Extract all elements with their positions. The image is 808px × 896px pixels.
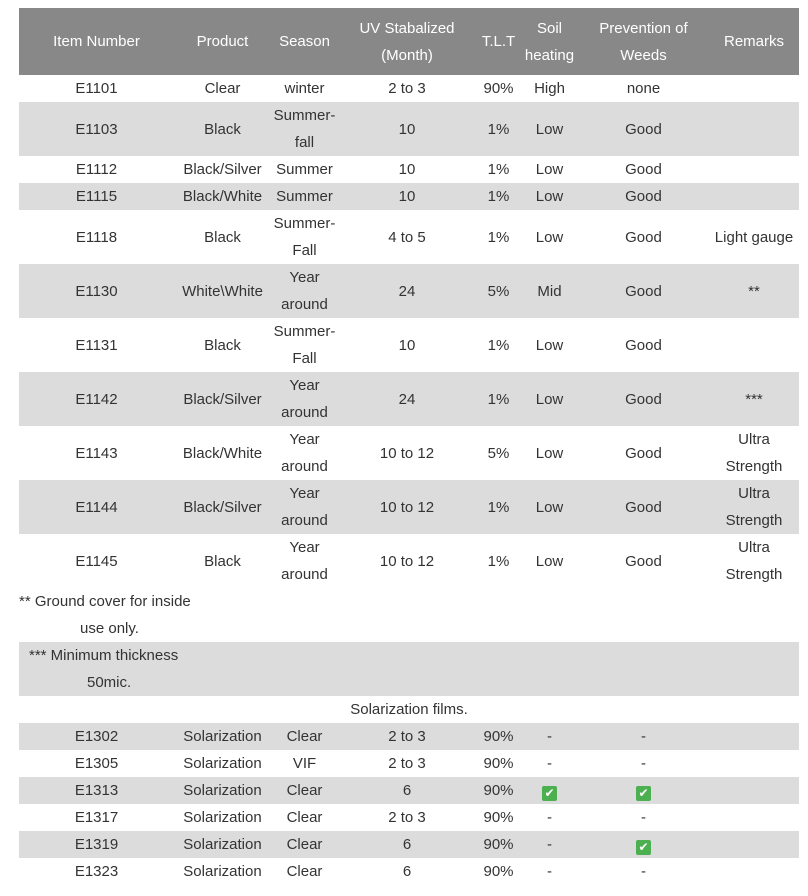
cell-weeds: Good bbox=[625, 161, 662, 178]
cell-item-number: E1143 bbox=[75, 444, 118, 462]
cell-uv: 2 to 3 bbox=[338, 723, 476, 750]
cell-weeds: Good bbox=[625, 336, 662, 354]
cell-season: Year around bbox=[271, 264, 338, 318]
cell-remarks: Ultra Strength bbox=[725, 431, 783, 475]
cell-remarks: *** bbox=[709, 372, 799, 426]
cell-weeds: Good bbox=[625, 444, 662, 462]
header-remarks: Remarks bbox=[709, 8, 799, 75]
cell-uv: 10 to 12 bbox=[379, 444, 435, 462]
cell-product: Black/White bbox=[182, 444, 263, 462]
header-prevention-of-weeds: Prevention of Weeds bbox=[578, 8, 709, 75]
cell-item-number: E1131 bbox=[75, 336, 118, 354]
cell-weeds: Good bbox=[625, 552, 662, 570]
table-row bbox=[19, 183, 799, 210]
cell-remarks bbox=[709, 723, 799, 750]
cell-uv: 2 to 3 bbox=[388, 809, 426, 826]
cell-uv: 10 bbox=[338, 183, 476, 210]
cell-product: Solarization bbox=[174, 831, 271, 858]
cell-item-number: E1144 bbox=[19, 480, 174, 534]
cell-weeds: - bbox=[578, 723, 709, 750]
cell-uv: 6 bbox=[338, 831, 476, 858]
cell-item-number: E1142 bbox=[19, 372, 174, 426]
cell-tlt: 1% bbox=[487, 161, 510, 178]
cell-remarks bbox=[709, 858, 799, 885]
cell-soil-heating: Low bbox=[521, 372, 578, 426]
cell-soil-heating: High bbox=[534, 80, 565, 97]
cell-product: Black/White bbox=[174, 183, 271, 210]
cell-weeds: - bbox=[641, 863, 646, 880]
cell-weeds: Good bbox=[625, 228, 662, 246]
header-product: Product bbox=[174, 8, 271, 75]
cell-soil-heating bbox=[521, 777, 578, 804]
table-row bbox=[19, 102, 799, 156]
cell-tlt: 90% bbox=[476, 831, 521, 858]
cell-season: Year around bbox=[271, 372, 338, 426]
cell-weeds bbox=[578, 831, 709, 858]
cell-tlt: 90% bbox=[476, 777, 521, 804]
cell-soil-heating: - bbox=[521, 831, 578, 858]
cell-uv: 6 bbox=[338, 777, 476, 804]
cell-season: Clear bbox=[286, 809, 323, 826]
product-table bbox=[19, 8, 799, 885]
cell-season: Summer bbox=[271, 183, 338, 210]
cell-remarks: Ultra Strength bbox=[725, 539, 783, 583]
cell-soil-heating: Low bbox=[535, 228, 564, 246]
header-tlt: T.L.T bbox=[476, 8, 521, 75]
table-row bbox=[19, 534, 799, 588]
cell-tlt: 90% bbox=[476, 723, 521, 750]
cell-item-number: E1112 bbox=[75, 161, 118, 178]
section-title: Solarization films. bbox=[19, 696, 799, 723]
footnote bbox=[19, 588, 799, 642]
table-row bbox=[19, 858, 799, 885]
table-row bbox=[19, 75, 799, 102]
header-soil-heating: Soil heating bbox=[521, 8, 578, 75]
cell-product: Black bbox=[204, 336, 241, 354]
cell-item-number: E1118 bbox=[75, 228, 118, 246]
table-row bbox=[19, 426, 799, 480]
cell-tlt: 1% bbox=[487, 552, 510, 570]
cell-weeds: none bbox=[626, 80, 661, 97]
table-row bbox=[19, 210, 799, 264]
cell-item-number: E1103 bbox=[19, 102, 174, 156]
table-row bbox=[19, 480, 799, 534]
cell-remarks: ** bbox=[709, 264, 799, 318]
cell-tlt: 1% bbox=[476, 183, 521, 210]
cell-uv: 4 to 5 bbox=[388, 228, 426, 246]
cell-product: Solarization bbox=[183, 755, 262, 772]
cell-product: Black/Silver bbox=[183, 161, 262, 178]
cell-season: Clear bbox=[286, 863, 323, 880]
footnote-line: ** Ground cover for inside bbox=[19, 593, 191, 610]
cell-uv: 6 bbox=[402, 863, 412, 880]
cell-item-number: E1323 bbox=[74, 863, 119, 880]
cell-season: Summer-fall bbox=[271, 102, 338, 156]
cell-remarks bbox=[709, 75, 799, 102]
cell-item-number: E1305 bbox=[74, 755, 119, 772]
cell-uv: 2 to 3 bbox=[388, 80, 426, 97]
cell-remarks bbox=[709, 156, 799, 183]
cell-soil-heating: Low bbox=[535, 336, 564, 354]
footnote-line: *** Minimum thickness bbox=[29, 647, 179, 664]
cell-item-number: E1115 bbox=[19, 183, 174, 210]
cell-season: winter bbox=[284, 80, 325, 97]
cell-soil-heating: - bbox=[547, 755, 552, 772]
cell-remarks: Ultra Strength bbox=[709, 480, 799, 534]
cell-product: Solarization bbox=[183, 809, 262, 826]
cell-tlt: 90% bbox=[483, 755, 514, 772]
table-row bbox=[19, 750, 799, 777]
cell-remarks bbox=[709, 777, 799, 804]
cell-weeds bbox=[578, 777, 709, 804]
table-header-row bbox=[19, 8, 799, 75]
cell-season: Year around bbox=[271, 480, 338, 534]
table-row bbox=[19, 264, 799, 318]
cell-tlt: 90% bbox=[483, 863, 514, 880]
cell-uv: 24 bbox=[338, 264, 476, 318]
cell-tlt: 1% bbox=[476, 480, 521, 534]
table-row bbox=[19, 723, 799, 750]
cell-tlt: 1% bbox=[476, 102, 521, 156]
cell-uv: 10 bbox=[398, 336, 416, 354]
cell-item-number: E1145 bbox=[75, 552, 118, 570]
cell-weeds: Good bbox=[578, 264, 709, 318]
cell-product: Solarization bbox=[183, 863, 262, 880]
cell-product: Clear bbox=[204, 80, 241, 97]
cell-remarks bbox=[709, 831, 799, 858]
header-season: Season bbox=[271, 8, 338, 75]
table-row bbox=[19, 831, 799, 858]
cell-remarks bbox=[709, 183, 799, 210]
cell-product: Solarization bbox=[174, 723, 271, 750]
cell-weeds: Good bbox=[578, 102, 709, 156]
cell-soil-heating: Low bbox=[535, 552, 564, 570]
cell-tlt: 5% bbox=[487, 444, 510, 462]
cell-season: Clear bbox=[271, 831, 338, 858]
cell-remarks bbox=[709, 318, 799, 372]
cell-product: Solarization bbox=[174, 777, 271, 804]
check-mark-icon: ✔ bbox=[636, 786, 651, 801]
cell-soil-heating: Low bbox=[521, 183, 578, 210]
cell-uv: 10 to 12 bbox=[379, 552, 435, 570]
cell-season: VIF bbox=[292, 755, 317, 772]
cell-season: Year around bbox=[281, 539, 328, 583]
cell-season: Summer bbox=[276, 161, 333, 178]
cell-item-number: E1313 bbox=[19, 777, 174, 804]
cell-weeds: Good bbox=[578, 372, 709, 426]
footnote-row bbox=[19, 642, 799, 696]
cell-weeds: - bbox=[641, 755, 646, 772]
cell-remarks bbox=[709, 804, 799, 831]
check-mark-icon: ✔ bbox=[636, 840, 651, 855]
table-row bbox=[19, 156, 799, 183]
cell-weeds: Good bbox=[578, 480, 709, 534]
cell-soil-heating: Low bbox=[521, 102, 578, 156]
cell-weeds: - bbox=[641, 809, 646, 826]
cell-uv: 10 to 12 bbox=[338, 480, 476, 534]
table-row bbox=[19, 777, 799, 804]
cell-product: Black/Silver bbox=[174, 480, 271, 534]
cell-tlt: 1% bbox=[476, 372, 521, 426]
cell-tlt: 90% bbox=[483, 809, 514, 826]
cell-soil-heating: - bbox=[547, 863, 552, 880]
cell-tlt: 1% bbox=[487, 336, 510, 354]
cell-soil-heating: - bbox=[547, 809, 552, 826]
footnote-line: 50mic. bbox=[87, 674, 132, 691]
check-mark-icon: ✔ bbox=[542, 786, 557, 801]
cell-season: Clear bbox=[271, 777, 338, 804]
cell-soil-heating: Mid bbox=[521, 264, 578, 318]
header-uv-stabalized: UV Stabalized (Month) bbox=[338, 8, 476, 75]
footnote-row bbox=[19, 588, 799, 642]
cell-soil-heating: Low bbox=[535, 444, 564, 462]
cell-item-number: E1319 bbox=[19, 831, 174, 858]
cell-uv: 10 bbox=[338, 102, 476, 156]
footnote bbox=[19, 642, 799, 696]
cell-product: Black bbox=[174, 102, 271, 156]
cell-item-number: E1101 bbox=[75, 80, 118, 97]
cell-weeds: Good bbox=[578, 183, 709, 210]
cell-season: Summer-Fall bbox=[273, 215, 336, 259]
cell-soil-heating: Low bbox=[521, 480, 578, 534]
cell-uv: 10 bbox=[398, 161, 416, 178]
cell-item-number: E1302 bbox=[19, 723, 174, 750]
cell-uv: 2 to 3 bbox=[388, 755, 426, 772]
cell-product: Black bbox=[204, 228, 241, 246]
cell-product: Black bbox=[204, 552, 241, 570]
cell-remarks bbox=[709, 750, 799, 777]
cell-season: Year around bbox=[281, 431, 328, 475]
cell-tlt: 1% bbox=[487, 228, 510, 246]
cell-item-number: E1130 bbox=[19, 264, 174, 318]
section-title-row bbox=[19, 696, 799, 723]
cell-season: Clear bbox=[271, 723, 338, 750]
cell-tlt: 90% bbox=[483, 80, 514, 97]
footnote-line: use only. bbox=[80, 620, 139, 637]
cell-remarks bbox=[709, 102, 799, 156]
cell-item-number: E1317 bbox=[74, 809, 119, 826]
table-row bbox=[19, 372, 799, 426]
cell-season: Summer-Fall bbox=[273, 323, 336, 367]
cell-soil-heating: - bbox=[521, 723, 578, 750]
table-row bbox=[19, 804, 799, 831]
cell-product: Black/Silver bbox=[174, 372, 271, 426]
cell-tlt: 5% bbox=[476, 264, 521, 318]
cell-soil-heating: Low bbox=[535, 161, 564, 178]
header-item-number: Item Number bbox=[19, 8, 174, 75]
table-row bbox=[19, 318, 799, 372]
cell-remarks: Light gauge bbox=[714, 228, 794, 246]
cell-uv: 24 bbox=[338, 372, 476, 426]
cell-product: White\White bbox=[174, 264, 271, 318]
